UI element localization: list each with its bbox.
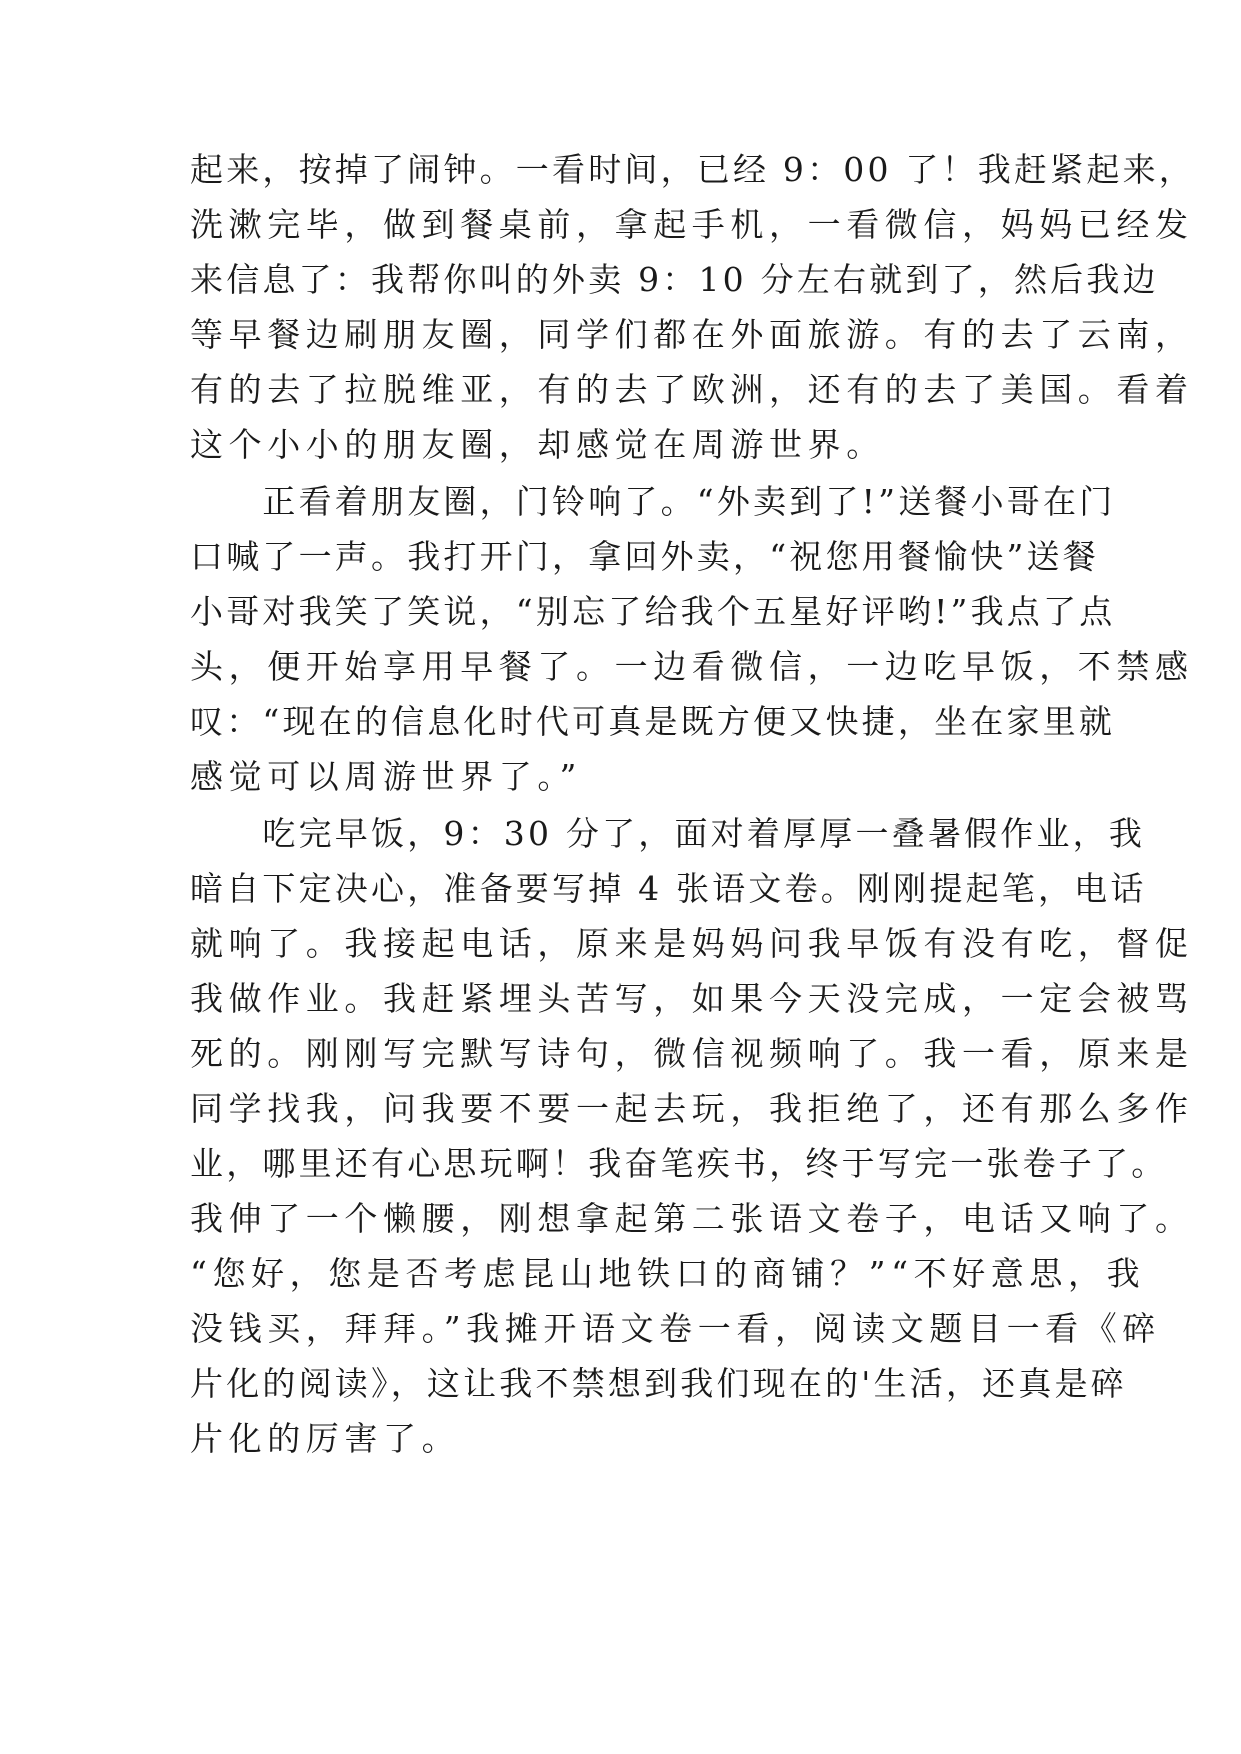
text-line: 感觉可以周游世界了。” — [190, 757, 582, 796]
text-line: 业，哪里还有心思玩啊！我奋笔疾书，终于写完一张卷子了。 — [190, 1144, 1168, 1183]
paragraph-start-line: 吃完早饭，9：30 分了，面对着厚厚一叠暑假作业，我 — [190, 814, 1146, 853]
text-line: 我伸了一个懒腰，刚想拿起第二张语文卷子，电话又响了。 — [190, 1199, 1194, 1238]
text-line: 就响了。我接起电话，原来是妈妈问我早饭有没有吃，督促 — [190, 924, 1194, 963]
text-line: 头，便开始享用早餐了。一边看微信，一边吃早饭，不禁感 — [190, 647, 1194, 686]
text-line: 我做作业。我赶紧埋头苦写，如果今天没完成，一定会被骂 — [190, 979, 1194, 1018]
text-line: 洗漱完毕，做到餐桌前，拿起手机，一看微信，妈妈已经发 — [190, 205, 1194, 244]
text-line: 这个小小的朋友圈，却感觉在周游世界。 — [190, 425, 885, 464]
text-line: 没钱买，拜拜。”我摊开语文卷一看，阅读文题目一看《碎 — [190, 1309, 1161, 1348]
text-line: “您好，您是否考虑昆山地铁口的商铺？”“不好意思，我 — [190, 1254, 1146, 1293]
text-line: 小哥对我笑了笑说，“别忘了给我个五星好评哟!”我点了点 — [190, 592, 1116, 631]
text-line: 来信息了：我帮你叫的外卖 9：10 分左右就到了，然后我边 — [190, 260, 1159, 299]
text-line: 死的。刚刚写完默写诗句，微信视频响了。我一看，原来是 — [190, 1034, 1194, 1073]
text-line: 等早餐边刷朋友圈，同学们都在外面旅游。有的去了云南， — [190, 315, 1194, 354]
text-line: 起来，按掉了闹钟。一看时间，已经 9：00 了！我赶紧起来， — [190, 150, 1195, 189]
text-line: 同学找我，问我要不要一起去玩，我拒绝了，还有那么多作 — [190, 1089, 1194, 1128]
paragraph-start-line: 正看着朋友圈，门铃响了。“外卖到了!”送餐小哥在门 — [190, 482, 1116, 521]
text-line: 暗自下定决心，准备要写掉 4 张语文卷。刚刚提起笔，电话 — [190, 869, 1147, 908]
text-line: 片化的阅读》，这让我不禁想到我们现在的'生活，还真是碎 — [190, 1364, 1127, 1403]
text-line: 口喊了一声。我打开门，拿回外卖，“祝您用餐愉快”送餐 — [190, 537, 1099, 576]
text-line: 有的去了拉脱维亚，有的去了欧洲，还有的去了美国。看着 — [190, 370, 1194, 409]
text-line: 叹：“现在的信息化时代可真是既方便又快捷，坐在家里就 — [190, 702, 1116, 741]
text-line: 片化的厉害了。 — [190, 1419, 461, 1458]
